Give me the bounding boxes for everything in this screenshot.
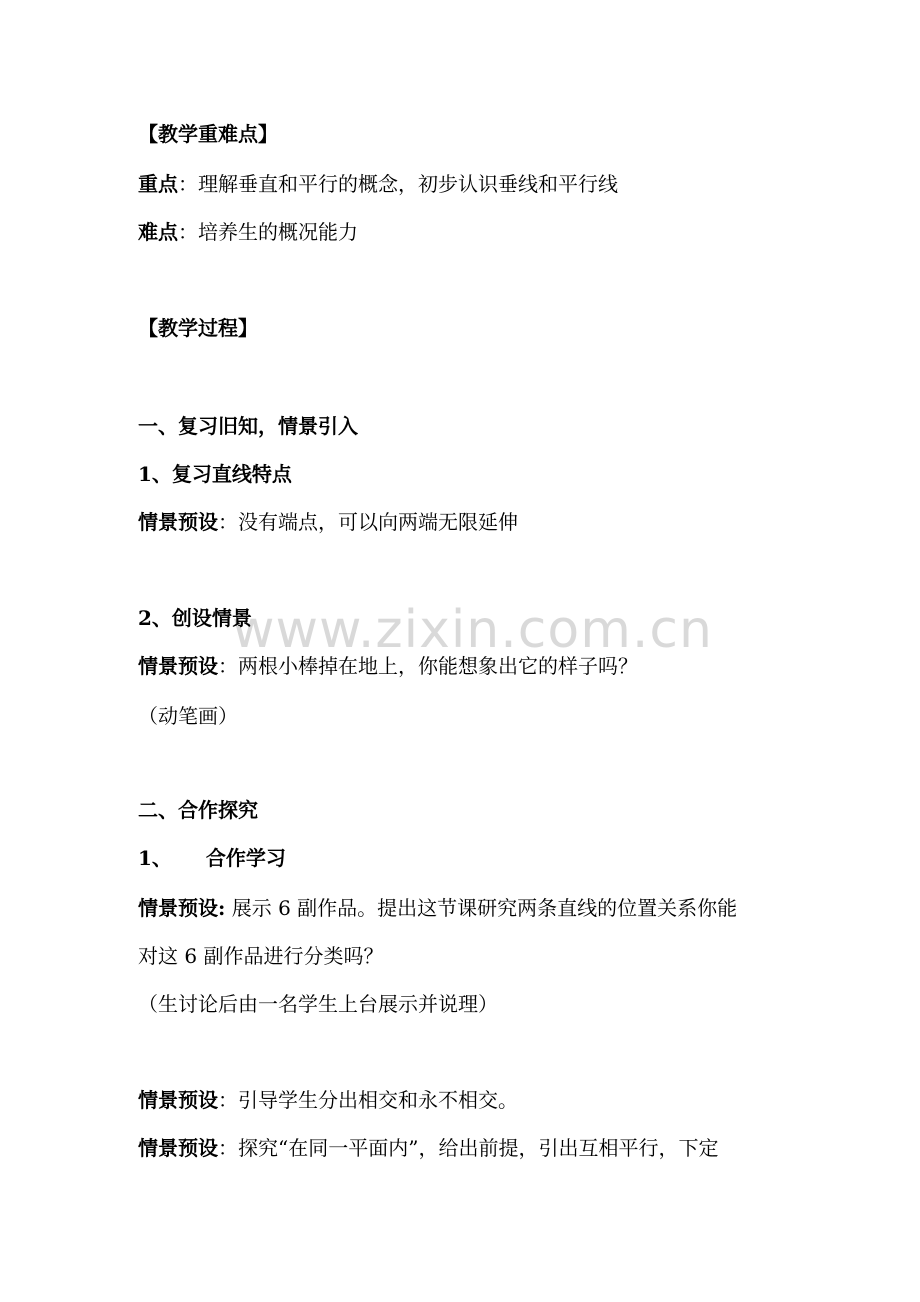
note-line-2: （生讨论后由一名学生上台展示并说理） (138, 992, 498, 1016)
scene-line-1 (138, 508, 518, 536)
scene-text: ：探究“在同一平面内”，给出前提，引出互相平行，下定 (218, 1136, 719, 1160)
difficult-point-line (138, 218, 358, 246)
key-point-label: 重点 (138, 172, 178, 196)
key-point-text: ：理解垂直和平行的概念，初步认识垂线和平行线 (178, 172, 618, 196)
scene-text: ：两根小棒掉在地上，你能想象出它的样子吗？ (218, 654, 638, 678)
watermark: www.zixin.com.cn (232, 600, 713, 660)
key-point-line (138, 170, 618, 198)
scene-label: 情景预设 (138, 510, 218, 534)
scene-label: 情景预设: (138, 896, 226, 920)
item-2-1-number: 1、 (138, 846, 172, 870)
item-2-1 (138, 844, 286, 872)
difficult-point-label: 难点 (138, 220, 178, 244)
item-1-1: 1、复习直线特点 (138, 462, 292, 486)
scene-line-5 (138, 1134, 718, 1162)
scene-text: 展示 6 副作品。提出这节课研究两条直线的位置关系你能 (225, 896, 738, 920)
scene-text: ：没有端点，可以向两端无限延伸 (218, 510, 518, 534)
part2-heading: 二、合作探究 (138, 798, 258, 822)
scene-line-3b: 对这 6 副作品进行分类吗？ (138, 944, 384, 968)
scene-text: ：引导学生分出相交和永不相交。 (218, 1088, 518, 1112)
item-1-2: 2、创设情景 (138, 606, 252, 630)
process-heading: 【教学过程】 (138, 316, 258, 340)
part1-heading: 一、复习旧知，情景引入 (138, 414, 358, 438)
difficulties-heading: 【教学重难点】 (138, 122, 278, 146)
scene-label: 情景预设 (138, 1088, 218, 1112)
scene-line-4 (138, 1086, 518, 1114)
scene-line-2 (138, 652, 638, 680)
scene-label: 情景预设 (138, 654, 218, 678)
scene-line-3a (138, 894, 737, 922)
scene-label: 情景预设 (138, 1136, 218, 1160)
item-2-1-text: 合作学习 (205, 846, 286, 870)
difficult-point-text: ：培养生的概况能力 (178, 220, 358, 244)
note-line-1: （动笔画） (138, 704, 238, 728)
